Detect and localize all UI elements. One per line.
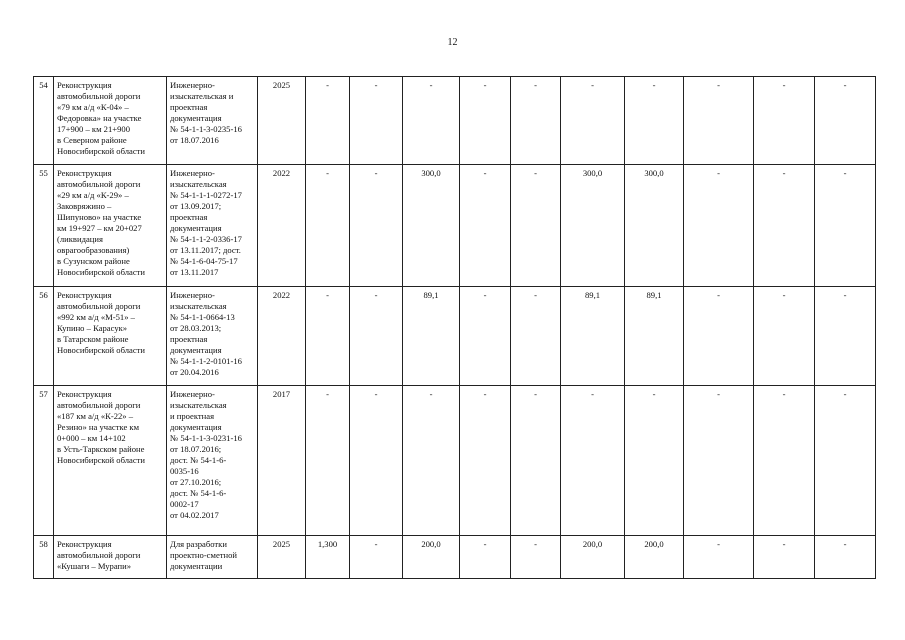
value-cell: - [306,386,350,536]
value-cell: - [754,536,815,579]
table-row [34,536,876,579]
page-number: 12 [447,37,458,48]
value-cell: 89,1 [625,287,684,386]
value-cell: - [403,77,460,165]
value-cell: - [625,77,684,165]
value-cell: - [754,386,815,536]
row-number-cell: 57 [34,386,54,536]
year-cell: 2025 [258,77,306,165]
value-cell: 89,1 [561,287,625,386]
object-name-cell: Реконструкция автомобильной дороги «992 км а/д «М-51» – Купино – Карасук» в Татарском районе Новосибирской области [54,287,167,386]
value-cell: - [815,165,876,287]
value-cell: - [815,386,876,536]
row-number-cell: 54 [34,77,54,165]
value-cell: - [511,386,561,536]
value-cell: - [350,287,403,386]
value-cell: - [350,77,403,165]
year-cell: 2025 [258,536,306,579]
year-cell: 2017 [258,386,306,536]
object-name-cell: Реконструкция автомобильной дороги «Кушаги – Мурапи» [54,536,167,579]
value-cell: - [684,386,754,536]
object-name-cell: Реконструкция автомобильной дороги «187 км а/д «К-22» – Резино» на участке км 0+000 – км 14+102 в Усть-Таркском районе Новосибирской области [54,386,167,536]
value-cell: 300,0 [403,165,460,287]
year-cell: 2022 [258,287,306,386]
table-row [34,77,876,165]
value-cell: 300,0 [625,165,684,287]
object-name-cell: Реконструкция автомобильной дороги «79 км а/д «К-04» – Федоровка» на участке 17+900 – км 21+900 в Северном районе Новосибирской области [54,77,167,165]
table-row [34,386,876,536]
road-reconstruction-table [33,76,876,579]
value-cell: - [815,536,876,579]
documentation-cell: Инженерно- изыскательская и проектная документация № 54-1-1-3-0235-16 от 18.07.2016 [167,77,258,165]
value-cell: - [511,77,561,165]
value-cell: - [350,386,403,536]
value-cell: 200,0 [625,536,684,579]
value-cell: - [403,386,460,536]
year-cell: 2022 [258,165,306,287]
documentation-cell: Инженерно- изыскательская № 54-1-1-1-0272-17 от 13.09.2017; проектная документация № 54-1-1-2-0336-17 от 13.11.2017; дост. № 54-1-6-04-75-17 от 13.11.2017 [167,165,258,287]
value-cell: - [754,165,815,287]
documentation-cell: Для разработки проектно-сметной документации [167,536,258,579]
table-row [34,287,876,386]
documentation-cell: Инженерно- изыскательская № 54-1-1-0664-13 от 28.03.2013; проектная документация № 54-1-1-2-0101-16 от 20.04.2016 [167,287,258,386]
value-cell: 300,0 [561,165,625,287]
value-cell: - [306,287,350,386]
value-cell: - [460,77,511,165]
value-cell: - [561,77,625,165]
value-cell: - [511,287,561,386]
object-name-cell: Реконструкция автомобильной дороги «29 км а/д «К-29» – Заковряжино – Шипуново» на участке км 19+927 – км 20+027 (ликвидация оврагообразования) в Сузунском районе Новосибирской области [54,165,167,287]
value-cell: - [561,386,625,536]
value-cell: - [754,287,815,386]
value-cell: - [460,536,511,579]
value-cell: - [460,386,511,536]
value-cell: - [684,536,754,579]
value-cell: - [306,77,350,165]
value-cell: - [306,165,350,287]
value-cell: - [460,287,511,386]
value-cell: - [511,536,561,579]
value-cell: - [815,77,876,165]
row-number-cell: 58 [34,536,54,579]
value-cell: 89,1 [403,287,460,386]
value-cell: - [460,165,511,287]
value-cell: - [684,77,754,165]
value-cell: - [350,536,403,579]
documentation-cell: Инженерно- изыскательская и проектная документация № 54-1-1-3-0231-16 от 18.07.2016; дост. № 54-1-6- 0035-16 от 27.10.2016; дост. № 54-1-6- 0002-17 от 04.02.2017 [167,386,258,536]
value-cell: - [684,287,754,386]
value-cell: - [511,165,561,287]
row-number-cell: 56 [34,287,54,386]
value-cell: 200,0 [403,536,460,579]
table-row [34,165,876,287]
value-cell: - [754,77,815,165]
value-cell: 1,300 [306,536,350,579]
row-number-cell: 55 [34,165,54,287]
value-cell: - [684,165,754,287]
value-cell: 200,0 [561,536,625,579]
value-cell: - [625,386,684,536]
value-cell: - [350,165,403,287]
value-cell: - [815,287,876,386]
